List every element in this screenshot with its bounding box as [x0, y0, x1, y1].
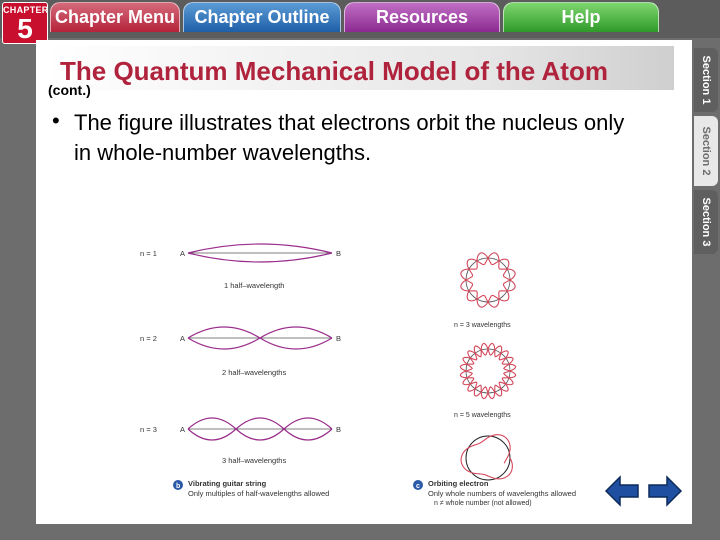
string-3-end-a: A	[180, 425, 186, 434]
tab-help[interactable]: Help	[503, 2, 659, 32]
title-band	[46, 46, 674, 90]
orbit-1-drawing	[461, 253, 515, 307]
legend-c-badge-letter: c	[416, 483, 420, 490]
bullet-text: The figure illustrates that electrons orbit the nucleus only in whole-number wavelengths.	[74, 110, 625, 165]
string-1-n-label: n = 1	[140, 249, 157, 258]
slide-title: The Quantum Mechanical Model of the Atom	[60, 56, 608, 86]
orbit-3-caption: n ≠ whole number (not allowed)	[434, 500, 532, 507]
string-2-end-a: A	[180, 334, 186, 343]
string-3-caption: 3 half–wavelengths	[222, 456, 287, 465]
right-arrow-icon[interactable]	[647, 475, 683, 507]
slide-subtitle: (cont.)	[48, 82, 91, 98]
section-tab-1[interactable]	[694, 48, 718, 112]
legend-b-note: Only multiples of half-wavelengths allowed	[188, 489, 330, 498]
orbit-2-caption: n = 5 wavelengths	[454, 412, 511, 419]
standing-wave-figure	[136, 240, 596, 510]
top-navigation-bar	[0, 0, 720, 44]
string-1-end-a: A	[180, 249, 186, 258]
section-tab-2[interactable]	[694, 116, 718, 186]
section-tab-3-label: Section 3	[700, 197, 712, 247]
orbit-3-drawing	[461, 435, 512, 480]
figure-legend	[172, 477, 632, 507]
section-tab-3[interactable]	[694, 190, 718, 254]
string-2-caption: 2 half–wavelengths	[222, 368, 287, 377]
chapter-label: CHAPTER	[3, 5, 49, 15]
string-3-wave	[188, 418, 332, 440]
orbit-1-caption: n = 3 wavelengths	[454, 322, 511, 329]
tab-chapter-outline[interactable]: Chapter Outline	[183, 2, 341, 32]
legend-c-note: Only whole numbers of wavelengths allowed	[428, 489, 576, 498]
legend-c-title: Orbiting electron	[428, 479, 489, 488]
section-tab-1-label: Section 1	[700, 55, 712, 105]
string-1-wave	[188, 244, 332, 262]
string-2-wave	[188, 327, 332, 349]
section-tab-2-label: Section 2	[700, 126, 712, 176]
legend-b-badge-letter: b	[176, 483, 181, 490]
string-3-n-label: n = 3	[140, 425, 157, 434]
left-arrow-icon[interactable]	[604, 475, 640, 507]
string-2-end-b: B	[336, 334, 342, 343]
string-3-end-b: B	[336, 425, 342, 434]
section-tabs	[692, 40, 720, 540]
tab-chapter-menu[interactable]: Chapter Menu	[50, 2, 180, 32]
slide-content	[36, 40, 692, 524]
orbit-2-drawing	[460, 343, 515, 398]
chapter-badge[interactable]	[2, 2, 48, 44]
string-2-n-label: n = 2	[140, 334, 157, 343]
string-1-caption: 1 half–wavelength	[224, 281, 285, 290]
string-1-end-b: B	[336, 249, 342, 258]
bullet-marker: •	[52, 108, 60, 133]
tab-resources[interactable]: Resources	[344, 2, 500, 32]
legend-b-title: Vibrating guitar string	[188, 479, 267, 488]
chapter-number: 5	[17, 13, 33, 44]
